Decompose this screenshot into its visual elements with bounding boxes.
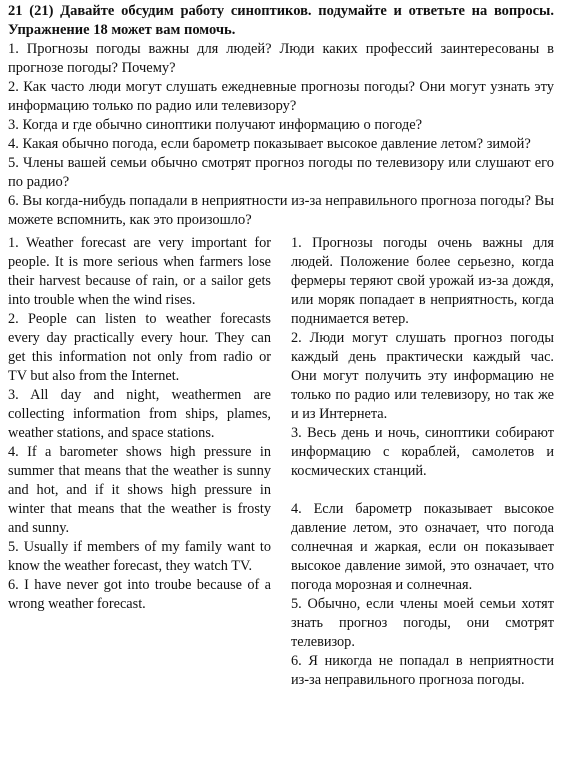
question-list	[8, 40, 554, 230]
english-answer-5: 5. Usually if members of my family want to know the weather forecast, they watch TV.	[8, 539, 271, 574]
question-6: 6. Вы когда-нибудь попадали в неприятности из-за неправильного прогноза погоды? Вы можете вспомнить, как это произошло?	[8, 193, 554, 228]
russian-answer-5: 5. Обычно, если члены моей семьи хотят знать прогноз погоды, они смотрят телевизор.	[291, 596, 554, 650]
exercise-heading: 21 (21) Давайте обсудим работу синоптиков. подумайте и ответьте на вопросы. Упражнение 18 может вам помочь.	[8, 3, 554, 38]
english-answers-column	[8, 234, 271, 690]
russian-answer-1: 1. Прогнозы погоды очень важны для людей. Положение более серьезно, когда фермеры теряют свой урожай из-за дождя, или моряк попадает в неприятность, когда поднимается ветер.	[291, 235, 554, 327]
question-4: 4. Какая обычно погода, если барометр показывает высокое давление летом? зимой?	[8, 136, 531, 152]
russian-answer-3: 3. Весь день и ночь, синоптики собирают информацию с кораблей, самолетов и космических станций.	[291, 425, 554, 479]
english-answer-2: 2. People can listen to weather forecasts every day practically every hour. They can get this information not only from radio or TV but also from the Internet.	[8, 311, 271, 384]
russian-answer-2: 2. Люди могут слушать прогноз погоды каждый день практически каждый час. Они могут получить эту информацию не только по радио или телевизору, но так же и из Интернета.	[291, 330, 554, 422]
russian-answer-4: 4. Если барометр показывает высокое давление летом, это означает, что погода солнечная и жаркая, если он показывает высокое давление зимой, это означает, что погода морозная и солнечная.	[291, 501, 554, 593]
textbook-page	[8, 0, 554, 690]
answer-columns	[8, 234, 554, 690]
russian-answer-6: 6. Я никогда не попадал в неприятности из-за неправильного прогноза погоды.	[291, 653, 554, 688]
question-3: 3. Когда и где обычно синоптики получают информацию о погоде?	[8, 117, 423, 133]
english-answer-1: 1. Weather forecast are very important for people. It is more serious when farmers lose their harvest because of rain, or a sailor gets into trouble when the wind rises.	[8, 235, 271, 308]
question-1: 1. Прогнозы погоды важны для людей? Люди каких профессий заинтересованы в прогнозе погоды? Почему?	[8, 41, 554, 76]
question-2: 2. Как часто люди могут слушать ежедневные прогнозы погоды? Они могут узнать эту информацию только по радио или телевизору?	[8, 79, 554, 114]
russian-answers-column	[291, 234, 554, 690]
english-answer-6: 6. I have never got into troube because of a wrong weather forecast.	[8, 577, 271, 612]
question-5: 5. Члены вашей семьи обычно смотрят прогноз погоды по телевизору или слушают его по радио?	[8, 155, 554, 190]
english-answer-3: 3. All day and night, weathermen are collecting information from ships, plames, weather stations, and space stations.	[8, 387, 271, 441]
english-answer-4: 4. If a barometer shows high pressure in summer that means that the weather is sunny and hot, and if it shows high pressure in winter that means that the weather is frosty and sunny.	[8, 444, 271, 536]
